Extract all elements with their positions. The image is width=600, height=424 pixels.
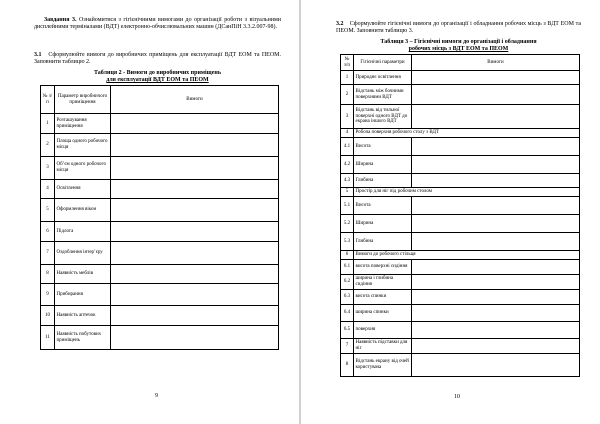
table-2-header-num: № з/п xyxy=(41,86,55,114)
item-3-1-number: 3.1 xyxy=(34,52,42,58)
row-number: 5.1 xyxy=(341,197,354,215)
table-row xyxy=(341,275,580,290)
row-number: 6.5 xyxy=(341,322,354,339)
row-number: 6 xyxy=(341,251,354,260)
left-page xyxy=(0,0,299,424)
row-parameter: Наявність меблів xyxy=(55,265,111,284)
row-parameter: Глибина xyxy=(354,233,412,251)
row-parameter: Прибирання xyxy=(55,284,111,306)
row-parameter: Підлога xyxy=(55,222,111,242)
row-parameter: Наявність аптечок xyxy=(55,306,111,326)
row-parameter: Розташування приміщення xyxy=(55,114,111,134)
row-number: 4 xyxy=(341,129,354,138)
row-parameter: Відстань екрану від очей користувача xyxy=(354,354,412,377)
table-row xyxy=(341,290,580,305)
table-2-header-req: Вимоги xyxy=(111,86,279,114)
table-row xyxy=(41,242,279,265)
table-row xyxy=(341,339,580,354)
item-3-2-number: 3.2 xyxy=(336,21,344,27)
table-row xyxy=(41,199,279,222)
table-row xyxy=(41,326,279,350)
row-parameter: Висота xyxy=(354,197,412,215)
table-2 xyxy=(40,85,279,350)
row-requirement-cell xyxy=(111,134,279,157)
item-3-2-paragraph xyxy=(336,21,581,36)
task-paragraph xyxy=(34,17,281,32)
section-heading: Простір для ніг під робочим столом xyxy=(354,188,580,197)
row-parameter: поверхня xyxy=(354,322,412,339)
table-row xyxy=(341,188,580,197)
row-requirement-cell xyxy=(412,322,580,339)
row-parameter: Природнє освітлення xyxy=(354,71,412,85)
table-2-title: Таблиця 2 - Вимоги до виробничих приміщень xyxy=(93,70,222,76)
row-number: 2 xyxy=(41,134,55,157)
row-parameter: Висота xyxy=(354,138,412,156)
row-parameter: Ширина xyxy=(354,215,412,233)
table-row xyxy=(341,322,580,339)
table-3-header-req: Вимоги xyxy=(412,55,580,71)
table-3 xyxy=(340,54,580,377)
row-requirement-cell xyxy=(111,180,279,199)
row-number: 6.4 xyxy=(341,305,354,322)
row-parameter: Відстань від тильної поверхні одного ВДТ до екрана іншого ВДТ xyxy=(354,105,412,129)
row-number: 10 xyxy=(41,306,55,326)
table-3-subtitle: робочих місць з ВДТ ЕОМ та ПЕОМ xyxy=(408,46,509,52)
row-number: 8 xyxy=(341,354,354,377)
row-requirement-cell xyxy=(412,233,580,251)
row-requirement-cell xyxy=(111,242,279,265)
row-parameter: висота поверхні сидіння xyxy=(354,260,412,275)
row-number: 1 xyxy=(41,114,55,134)
row-number: 11 xyxy=(41,326,55,350)
row-number: 4.1 xyxy=(341,138,354,156)
row-number: 6.2 xyxy=(341,275,354,290)
row-number: 9 xyxy=(41,284,55,306)
row-number: 5.2 xyxy=(341,215,354,233)
left-page-number: 9 xyxy=(155,393,158,399)
row-requirement-cell xyxy=(111,284,279,306)
row-number: 2 xyxy=(341,85,354,105)
row-parameter: Об’єм одного робочого місця xyxy=(55,157,111,180)
row-requirement-cell xyxy=(412,260,580,275)
table-row xyxy=(341,305,580,322)
table-3-caption xyxy=(336,39,581,53)
row-number: 4 xyxy=(41,180,55,199)
table-row xyxy=(41,284,279,306)
table-row xyxy=(341,105,580,129)
table-row xyxy=(341,215,580,233)
table-row xyxy=(41,134,279,157)
row-requirement-cell xyxy=(412,290,580,305)
row-number: 5.3 xyxy=(341,233,354,251)
row-requirement-cell xyxy=(111,326,279,350)
row-requirement-cell xyxy=(412,197,580,215)
table-row xyxy=(341,354,580,377)
row-parameter: Площа одного робочого місця xyxy=(55,134,111,157)
row-number: 7 xyxy=(341,339,354,354)
table-2-header-param: Параметр виробничого приміщення xyxy=(55,86,111,114)
row-requirement-cell xyxy=(111,222,279,242)
table-row xyxy=(41,157,279,180)
table-row xyxy=(341,138,580,156)
table-row xyxy=(341,260,580,275)
section-heading: Робоча поверхня робочого столу з ВДТ xyxy=(354,129,580,138)
row-requirement-cell xyxy=(412,305,580,322)
table-row xyxy=(341,156,580,174)
row-parameter: Освітлення xyxy=(55,180,111,199)
table-3-title: Таблиця 3 – Гігієнічні вимоги до організації і обладнання xyxy=(380,39,537,45)
row-number: 3 xyxy=(341,105,354,129)
table-row xyxy=(341,197,580,215)
row-number: 6 xyxy=(41,222,55,242)
row-requirement-cell xyxy=(111,265,279,284)
row-requirement-cell xyxy=(412,85,580,105)
row-requirement-cell xyxy=(412,275,580,290)
row-parameter: Оформлення вікон xyxy=(55,199,111,222)
row-number: 4.3 xyxy=(341,174,354,188)
row-requirement-cell xyxy=(412,71,580,85)
section-heading: Вимоги до робочого стільця xyxy=(354,251,580,260)
table-row xyxy=(341,85,580,105)
row-parameter: Наявність побутових приміщень xyxy=(55,326,111,350)
table-2-caption xyxy=(34,70,281,84)
row-requirement-cell xyxy=(111,157,279,180)
row-number: 1 xyxy=(341,71,354,85)
task-text: Ознайомитися з гігієнічними вимогами до організації роботи з візуальними дисплейними терміналами (ВДТ) електронно-обчислювальних машин (ДСанПіН 3.3.2.007-98). xyxy=(34,17,282,31)
row-parameter: ширина і глибина сидіння xyxy=(354,275,412,290)
table-3-header-row xyxy=(341,55,580,71)
table-3-header-param: Гігієнічні параметри xyxy=(354,55,412,71)
row-number: 6.1 xyxy=(341,260,354,275)
row-requirement-cell xyxy=(111,199,279,222)
item-3-1-paragraph xyxy=(34,52,281,67)
right-page xyxy=(301,0,600,424)
table-2-header-row xyxy=(41,86,279,114)
row-requirement-cell xyxy=(412,339,580,354)
table-row xyxy=(341,174,580,188)
row-requirement-cell xyxy=(412,174,580,188)
table-3-header-num: № з/п xyxy=(341,55,354,71)
row-parameter: Відстань між бочними поверхнями ВДТ xyxy=(354,85,412,105)
row-number: 5 xyxy=(41,199,55,222)
table-row xyxy=(41,114,279,134)
row-parameter: Наявність підставки для ніг xyxy=(354,339,412,354)
table-row xyxy=(341,233,580,251)
table-row xyxy=(41,222,279,242)
table-row xyxy=(341,129,580,138)
row-number: 8 xyxy=(41,265,55,284)
row-requirement-cell xyxy=(412,215,580,233)
item-3-1-text: Сформулюйте вимоги до виробничих приміщень для експлуатації ВДТ ЕОМ та ПЕОМ. Заповнити таблицю 2. xyxy=(34,52,281,66)
row-parameter: ширина спинки xyxy=(354,305,412,322)
row-number: 5 xyxy=(341,188,354,197)
row-number: 3 xyxy=(41,157,55,180)
right-page-number: 10 xyxy=(454,394,460,400)
item-3-2-text: Сформулюйте гігієнічні вимоги до організації і обладнання робочих місць з ВДТ ЕОМ та ПЕОМ. Заповнити таблицю 3. xyxy=(336,21,582,35)
table-row xyxy=(341,251,580,260)
task-label: Завдання 3. xyxy=(44,17,77,23)
row-requirement-cell xyxy=(111,114,279,134)
table-row xyxy=(341,71,580,85)
row-parameter: Ширина xyxy=(354,156,412,174)
table-row xyxy=(41,265,279,284)
row-parameter: Оздоблення інтер’єру xyxy=(55,242,111,265)
row-number: 6.3 xyxy=(341,290,354,305)
row-requirement-cell xyxy=(111,306,279,326)
row-requirement-cell xyxy=(412,105,580,129)
row-parameter: Глибина xyxy=(354,174,412,188)
row-parameter: висота спинки xyxy=(354,290,412,305)
table-row xyxy=(41,180,279,199)
row-requirement-cell xyxy=(412,156,580,174)
table-row xyxy=(41,306,279,326)
row-number: 7 xyxy=(41,242,55,265)
row-number: 4.2 xyxy=(341,156,354,174)
row-requirement-cell xyxy=(412,354,580,377)
table-2-subtitle: для експлуатації ВДТ ЕОМ та ПЕОМ xyxy=(106,77,209,83)
row-requirement-cell xyxy=(412,138,580,156)
